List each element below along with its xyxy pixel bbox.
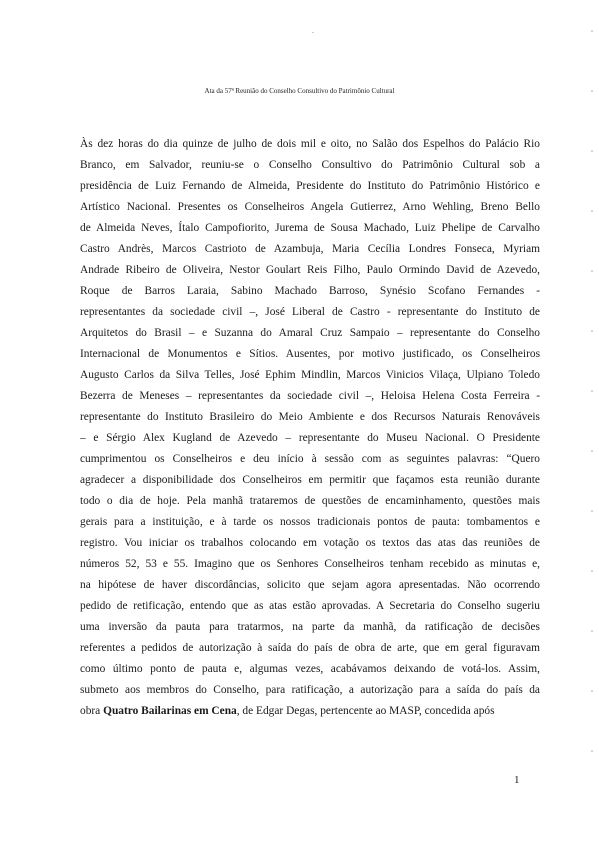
minutes-body-text	[80, 134, 540, 722]
last-line-prefix: obra	[80, 705, 104, 717]
minutes-text-line: Arquitetos do Brasil – e Suzanna do Amaral Cruz Sampaio – representante do Conselho	[80, 327, 540, 339]
last-line-suffix: , de Edgar Degas, pertencente ao MASP, concedida após	[236, 705, 495, 717]
minutes-text-line: Bezerra de Meneses – representantes da sociedade civil –, Heloisa Helena Costa Ferreira -	[80, 390, 540, 402]
minutes-text-line: como último ponto de pauta e, algumas vezes, acabávamos deixando de votá-los. Assim,	[80, 663, 540, 675]
minutes-text-line: Artístico Nacional. Presentes os Conselheiros Angela Gutierrez, Arno Wehling, Breno Bello	[80, 201, 540, 213]
minutes-text-line: Às dez horas do dia quinze de julho de dois mil e oito, no Salão dos Espelhos do Palácio Rio	[80, 138, 540, 150]
minutes-text-line: Augusto Carlos da Silva Telles, José Ephim Mindlin, Marcos Vinicios Vilaça, Ulpiano Toledo	[80, 369, 540, 381]
document-header-title: Ata da 57ª Reunião do Conselho Consultivo do Patrimônio Cultural	[204, 87, 395, 95]
page-number: 1	[514, 774, 520, 786]
minutes-text-line: cumprimentou os Conselheiros e deu início à sessão com as seguintes palavras: “Quero	[80, 453, 540, 465]
artwork-title: Quatro Bailarinas em Cena	[103, 705, 237, 717]
minutes-text-line: submeto aos membros do Conselho, para ratificação, a autorização para a saída do país da	[80, 684, 540, 696]
scan-edge-marks	[591, 30, 593, 790]
minutes-text-line: representante do Instituto Brasileiro do Meio Ambiente e dos Recursos Naturais Renováveis	[80, 411, 540, 423]
minutes-text-line-last	[80, 701, 540, 722]
minutes-text-line: gerais para a instituição, e à tarde os nossos tradicionais pontos de pauta: tombamentos e	[80, 516, 540, 528]
minutes-text-line: Internacional de Monumentos e Sítios. Ausentes, por motivo justificado, os Conselheiros	[80, 348, 540, 360]
minutes-text-line: presidência de Luiz Fernando de Almeida, Presidente do Instituto do Patrimônio Histórico e	[80, 180, 540, 192]
minutes-text-line: Branco, em Salvador, reuniu-se o Conselho Consultivo do Patrimônio Cultural sob a	[80, 159, 540, 171]
minutes-text-line: agradecer a disponibilidade dos Conselheiros em permitir que façamos esta reunião durante	[80, 474, 540, 486]
minutes-text-line: na hipótese de haver discordâncias, solicito que sejam agora apresentadas. Não ocorrendo	[80, 579, 540, 591]
minutes-text-line: representantes da sociedade civil –, José Liberal de Castro - representante do Instituto de	[80, 306, 540, 318]
minutes-text-line: números 52, 53 e 55. Imagino que os Senhores Conselheiros tenham recebido as minutas e,	[80, 558, 540, 570]
minutes-text-line: – e Sérgio Alex Kugland de Azevedo – representante do Museu Nacional. O Presidente	[80, 432, 540, 444]
minutes-text-line: uma inversão da pauta para tratarmos, na parte da manhã, da ratificação de decisões	[80, 621, 540, 633]
minutes-text-line: Castro Andrès, Marcos Castrioto de Azambuja, Maria Cecília Londres Fonseca, Myriam	[80, 243, 540, 255]
minutes-text-line: de Almeida Neves, Ítalo Campofiorito, Jurema de Sousa Machado, Luiz Phelipe de Carvalho	[80, 222, 540, 234]
minutes-text-line: pedido de retificação, entendo que as atas estão aprovadas. A Secretaria do Conselho sugeriu	[80, 600, 540, 612]
minutes-text-line: registro. Vou iniciar os trabalhos colocando em votação os textos das atas das reuniões de	[80, 537, 540, 549]
minutes-text-line: todo o dia de hoje. Pela manhã trataremos de questões de encaminhamento, questões mais	[80, 495, 540, 507]
top-mark: -	[312, 30, 314, 36]
minutes-text-line: referentes a pedidos de autorização à saída do país de obra de arte, que em geral figuravam	[80, 642, 540, 654]
minutes-text-line: Roque de Barros Laraia, Sabino Machado Barroso, Synésio Scofano Fernandes -	[80, 285, 540, 297]
minutes-text-line: Andrade Ribeiro de Oliveira, Nestor Goulart Reis Filho, Paulo Ormindo David de Azevedo,	[80, 264, 540, 276]
